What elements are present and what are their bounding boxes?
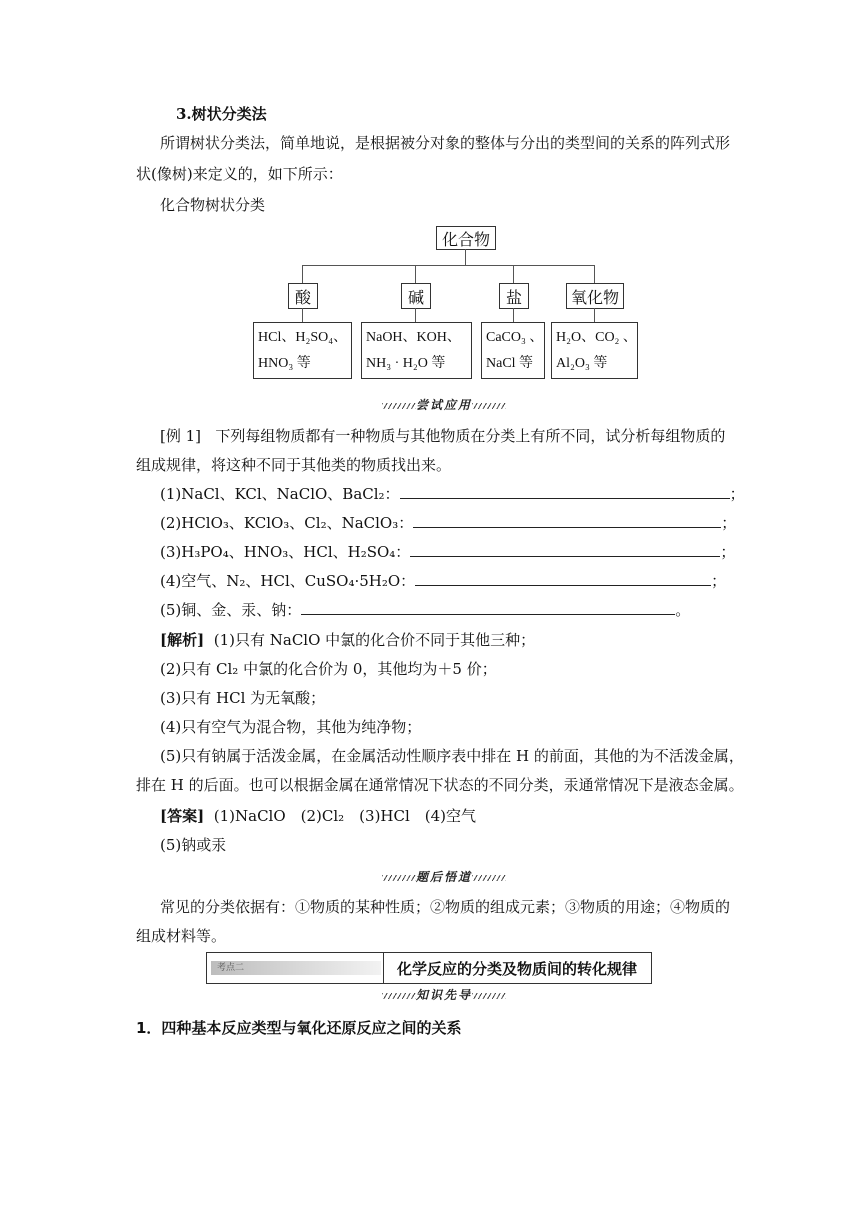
answer-blank-1[interactable] [400,484,730,499]
examples-base-line1: NaOH、KOH、 [366,330,461,345]
example-tag: [例 1] [160,427,202,445]
leaf-connector-acid [302,308,303,322]
answer-line-1 [160,806,476,826]
category-salt: 盐 [499,283,529,309]
leaf-connector-salt [513,308,514,322]
banner-hatch-right [472,403,506,409]
question-5 [160,600,690,620]
section-divider [383,953,384,983]
question-1 [160,484,745,504]
analysis-line-5: (5)只有钠属于活泼金属，在金属活动性顺序表中排在 H 的前面，其他的为不活泼金属， [160,747,744,765]
banner-knowledge-label: 知识先导 [416,988,473,1002]
examples-oxide-line1: H₂O、CO₂ 、 [556,330,637,345]
category-oxide: 氧化物 [566,283,624,309]
examples-salt-line1: CaCO₃ 、 [486,330,544,345]
branch-base [415,265,416,283]
answer-blank-5[interactable] [301,600,675,615]
answer-line-2: (5)钠或汞 [160,836,227,854]
example-text-1: 下列每组物质都有一种物质与其他物质在分类上有所不同，试分析每组物质的 [215,427,726,445]
banner-hatch-right [472,875,506,881]
branch-line [302,265,595,266]
question-4 [160,571,726,591]
branch-oxide [594,265,595,283]
question-3-text: (3)H₃PO₄、HNO₃、HCl、H₂SO₄： [160,543,411,561]
banner-try-apply [382,396,506,413]
question-2-text: (2)HClO₃、KClO₃、Cl₂、NaClO₃： [160,514,414,532]
banner-try-apply-label: 尝试应用 [416,398,473,412]
tree-caption: 化合物树状分类 [160,196,266,214]
analysis-line-2: (2)只有 Cl₂ 中氯的化合价为 0，其他均为＋5 价； [160,660,497,678]
banner-hatch-left [382,403,416,409]
analysis-line-1 [160,630,535,650]
branch-acid [302,265,303,283]
example-line-2: 组成规律，将这种不同于其他类的物质找出来。 [136,456,452,474]
examples-oxide-line2: Al₂O₃ 等 [556,356,608,371]
banner-knowledge [382,986,506,1003]
leaf-connector-base [415,308,416,322]
banner-hatch-right [472,993,506,999]
intro-line-2: 状(像树)来定义的，如下所示： [136,165,343,183]
question-5-end: 。 [675,601,691,619]
analysis-line-6: 排在 H 的后面。也可以根据金属在通常情况下状态的不同分类，汞通常情况下是液态金属。 [136,776,744,794]
examples-acid-line2: HNO₃ 等 [258,356,311,371]
examples-acid-line1: HCl、H₂SO₄、 [258,330,348,345]
banner-reflection [382,868,506,885]
answer-text-1: (1)NaClO (2)Cl₂ (3)HCl (4)空气 [213,807,477,825]
summary-line-1: 常见的分类依据有：①物质的某种性质；②物质的组成元素；③物质的用途；④物质的 [160,898,731,916]
analysis-tag: [解析] [160,631,205,649]
section-tag: 考点二 [211,961,381,975]
examples-acid [253,322,352,379]
question-3 [160,542,735,562]
answer-tag: [答案] [160,807,205,825]
analysis-line-3: (3)只有 HCl 为无氧酸； [160,689,326,707]
question-4-end: ； [711,572,727,590]
example-line-1 [160,426,725,446]
question-3-end: ； [720,543,736,561]
answer-blank-2[interactable] [413,513,721,528]
section-title: 化学反应的分类及物质间的转化规律 [397,960,638,978]
question-5-text: (5)铜、金、汞、钠： [160,601,302,619]
examples-salt-line2: NaCl 等 [486,356,534,371]
category-base: 碱 [401,283,431,309]
banner-hatch-left [382,875,416,881]
examples-base [361,322,472,379]
question-2 [160,513,736,533]
root-connector [465,249,466,265]
category-acid: 酸 [288,283,318,309]
leaf-connector-oxide [594,308,595,322]
analysis-line-4: (4)只有空气为混合物，其他为纯净物； [160,718,422,736]
banner-hatch-left [382,993,416,999]
banner-reflection-label: 题后悟道 [416,870,473,884]
analysis-text-1: (1)只有 NaClO 中氯的化合价不同于其他三种； [213,631,536,649]
question-1-text: (1)NaCl、KCl、NaClO、BaCl₂： [160,485,400,503]
examples-salt [481,322,545,379]
section-heading: 3.树状分类法 [176,105,267,123]
branch-salt [513,265,514,283]
tree-root: 化合物 [436,226,496,250]
examples-oxide [551,322,638,379]
summary-line-2: 组成材料等。 [136,927,227,945]
question-2-end: ； [721,514,737,532]
examples-base-line2: NH₃ · H₂O 等 [366,356,446,371]
answer-blank-3[interactable] [410,542,720,557]
intro-line-1: 所谓树状分类法，简单地说，是根据被分对象的整体与分出的类型间的关系的阵列式形 [160,134,731,152]
section-title-bar [206,952,652,984]
question-4-text: (4)空气、N₂、HCl、CuSO₄·5H₂O： [160,572,416,590]
answer-blank-4[interactable] [415,571,711,586]
point-1-heading: 1．四种基本反应类型与氧化还原反应之间的关系 [136,1019,462,1037]
question-1-end: ； [729,485,745,503]
